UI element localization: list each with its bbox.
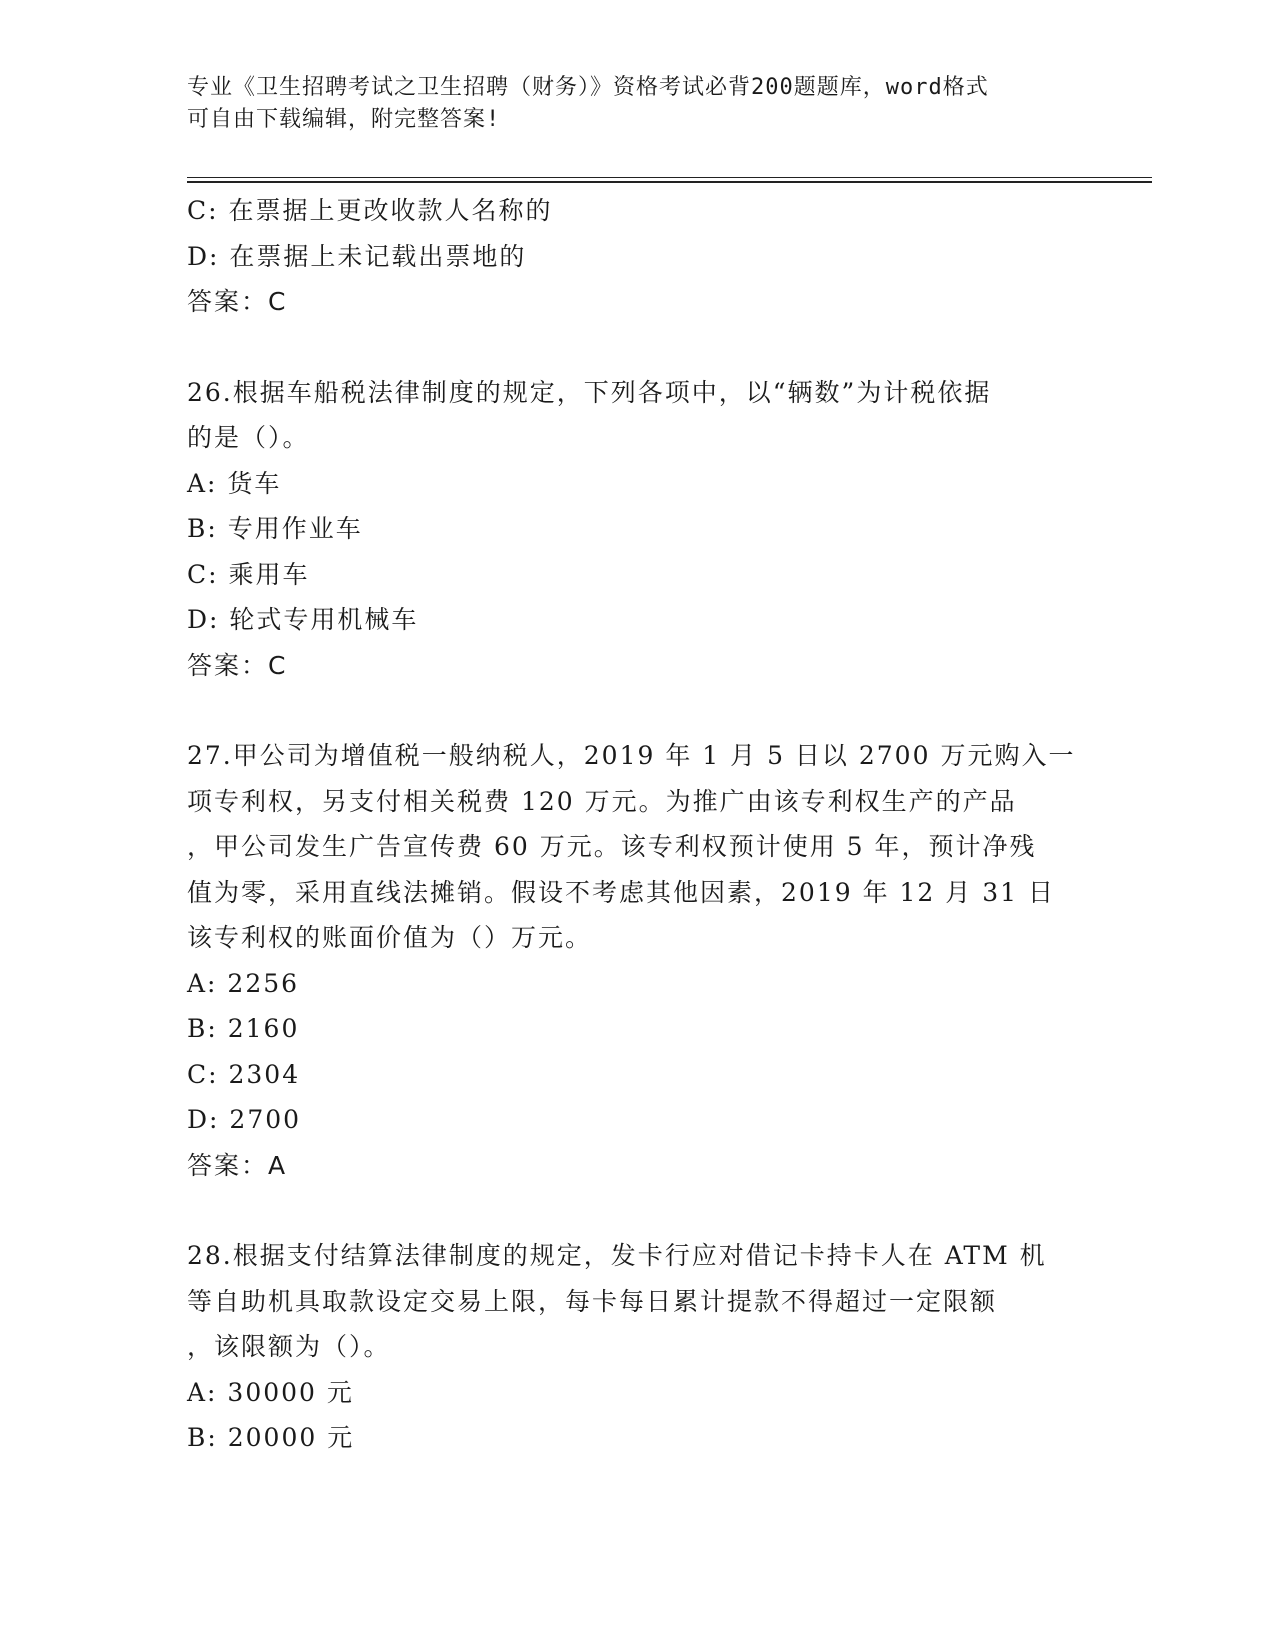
question-stem: ，甲公司发生广告宣传费 60 万元。该专利权预计使用 5 年，预计净残 [187, 832, 1037, 861]
question-stem: ，该限额为（）。 [187, 1332, 391, 1361]
question-stem: 该专利权的账面价值为（）万元。 [187, 923, 593, 952]
header-divider-thick [187, 181, 1152, 183]
option-b: B: 20000 元 [187, 1423, 355, 1452]
header-title-line-2: 可自由下载编辑，附完整答案! [187, 107, 501, 132]
question-stem: 值为零，采用直线法摊销。假设不考虑其他因素，2019 年 12 月 31 日 [187, 877, 1055, 907]
question-28 [187, 1233, 1087, 1461]
spacer [187, 325, 1087, 370]
header-divider-thin [187, 177, 1152, 178]
option-c: C: 在票据上更改收款人名称的 [187, 196, 553, 225]
option-b: B: 2160 [187, 1014, 300, 1043]
answer-text: 答案：A [187, 1150, 288, 1180]
option-d: D: 2700 [187, 1105, 302, 1134]
question-stem: 27.甲公司为增值税一般纳税人，2019 年 1 月 5 日以 2700 万元购入一 [187, 741, 1076, 770]
question-stem: 28.根据支付结算法律制度的规定，发卡行应对借记卡持卡人在 ATM 机 [187, 1241, 1047, 1270]
page-header [187, 72, 1067, 136]
option-c: C: 乘用车 [187, 559, 310, 589]
question-25-tail [187, 188, 1087, 325]
question-stem: 的是（）。 [187, 423, 310, 452]
question-stem: 项专利权，另支付相关税费 120 万元。为推广由该专利权生产的产品 [187, 786, 1017, 816]
answer-text: 答案：C [187, 287, 288, 316]
option-b: B: 专用作业车 [187, 514, 363, 543]
spacer [187, 1188, 1087, 1233]
option-a: A: 2256 [187, 968, 300, 998]
option-a: A: 30000 元 [187, 1377, 354, 1407]
option-d: D: 在票据上未记载出票地的 [187, 241, 527, 271]
option-a: A: 货车 [187, 468, 282, 498]
option-c: C: 2304 [187, 1059, 301, 1089]
question-26 [187, 370, 1087, 689]
option-d: D: 轮式专用机械车 [187, 605, 419, 634]
header-title-line-1: 专业《卫生招聘考试之卫生招聘（财务）》资格考试必背200题题库，word格式 [187, 75, 989, 100]
question-stem: 26.根据车船税法律制度的规定，下列各项中，以“辆数”为计税依据 [187, 377, 992, 407]
question-27 [187, 733, 1087, 1188]
spacer [187, 688, 1087, 733]
question-stem: 等自助机具取款设定交易上限，每卡每日累计提款不得超过一定限额 [187, 1286, 998, 1316]
answer-text: 答案：C [187, 650, 288, 680]
question-content [187, 188, 1087, 1461]
